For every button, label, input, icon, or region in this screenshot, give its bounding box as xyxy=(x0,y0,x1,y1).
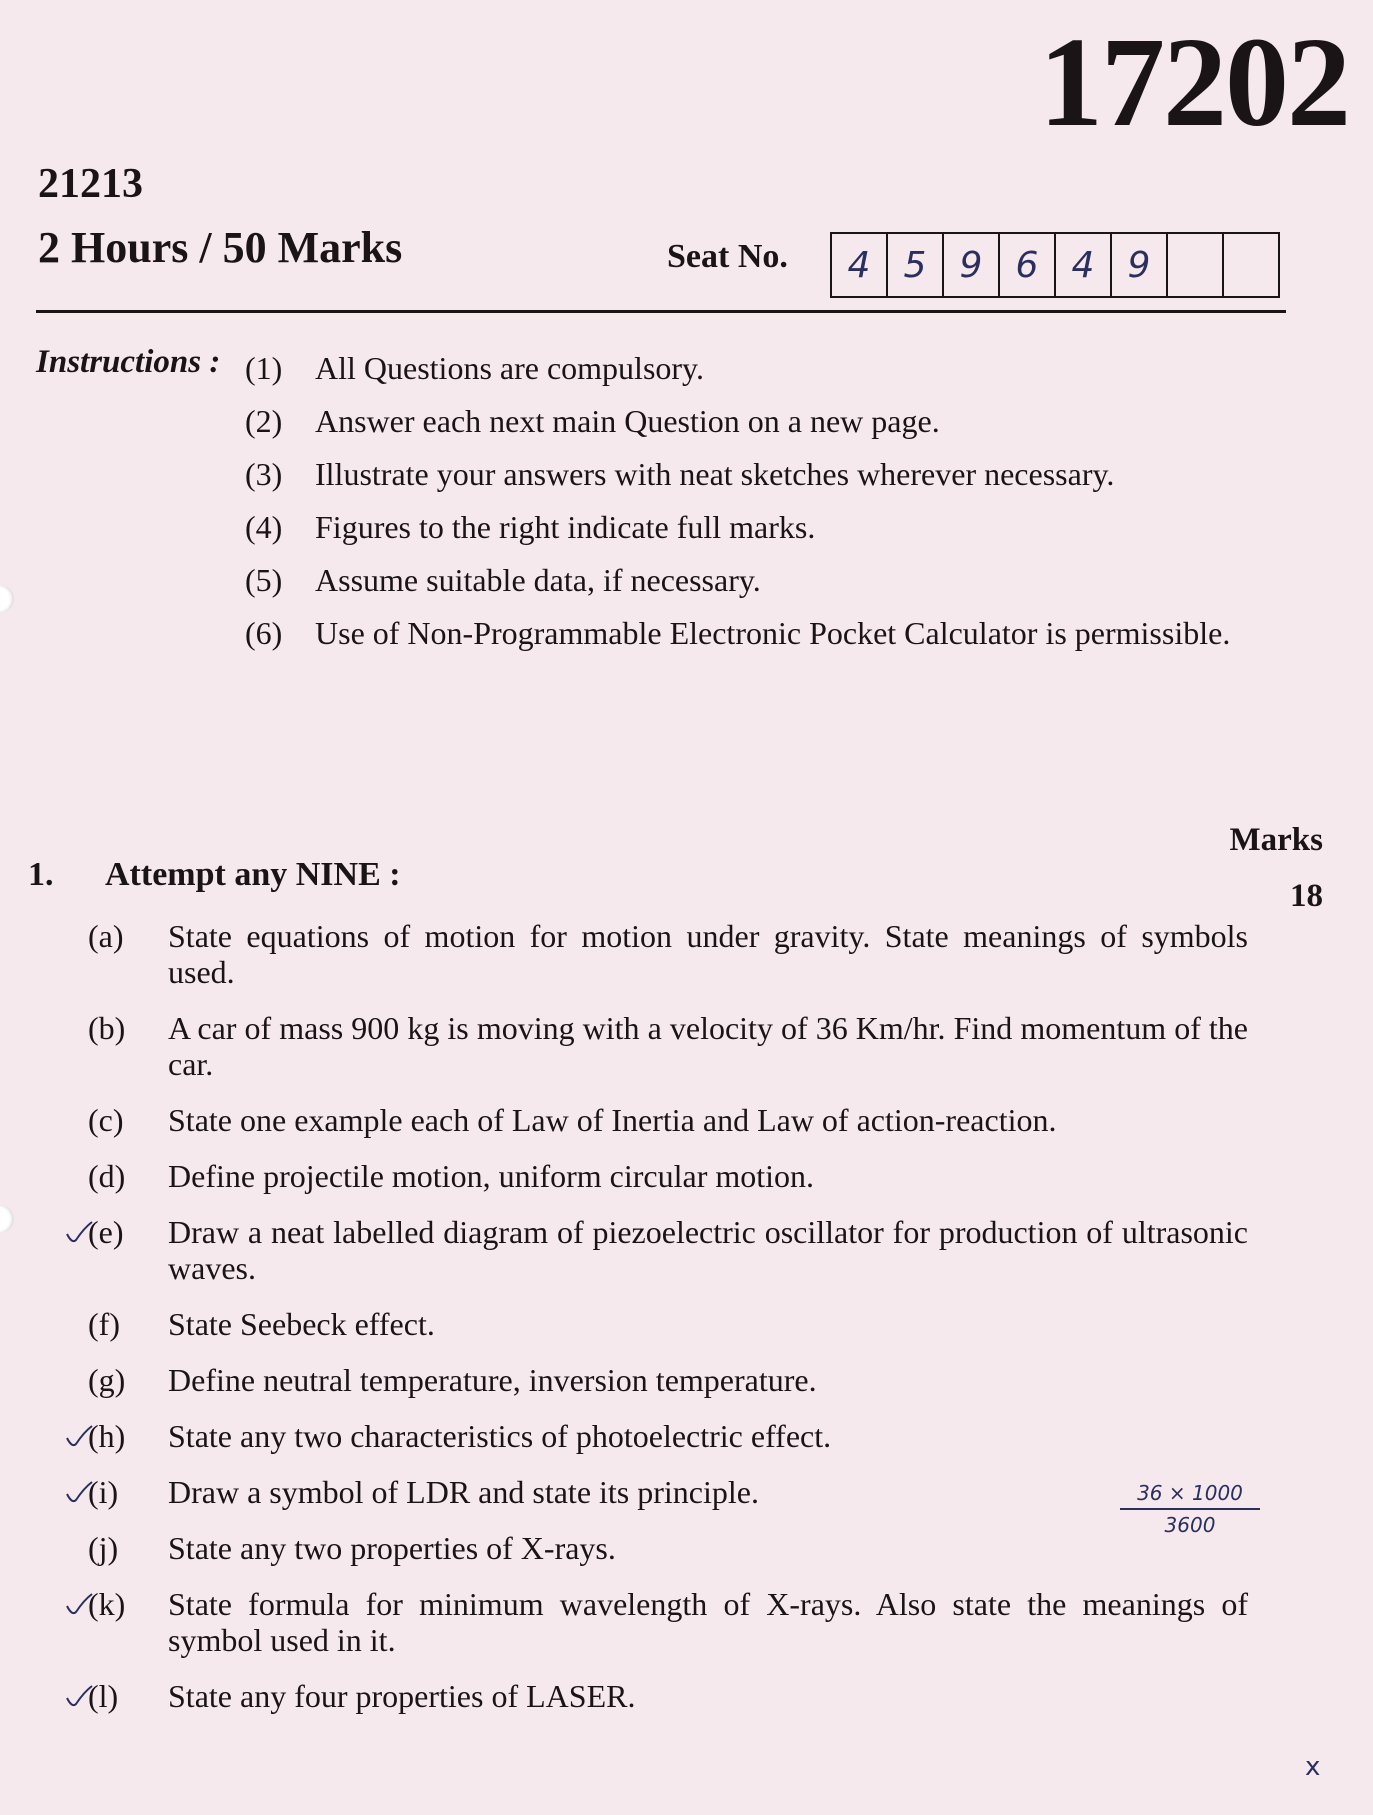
seat-number-boxes xyxy=(830,232,1280,298)
header-divider xyxy=(36,310,1286,313)
sub-question-text: State one example each of Law of Inertia and Law of action-reaction. xyxy=(168,1102,1057,1138)
seat-label: Seat No. xyxy=(667,238,788,275)
sub-question-text: State equations of motion for motion under gravity. State meanings of symbols used. xyxy=(168,918,1248,990)
seat-digit: 4 xyxy=(832,234,888,296)
marks-heading: Marks xyxy=(1229,822,1323,858)
paper-code: 17202 xyxy=(1039,11,1349,153)
sub-question-letter: (g) xyxy=(88,1362,126,1398)
sub-question xyxy=(88,918,1248,990)
check-mark-icon xyxy=(64,1590,94,1620)
sub-question-text: Draw a neat labelled diagram of piezoelectric oscillator for production of ultrasonic waves. xyxy=(168,1214,1248,1286)
sub-question xyxy=(88,1474,1248,1510)
instruction-text: All Questions are compulsory. xyxy=(315,350,704,386)
handwritten-denominator: 3600 xyxy=(1164,1513,1216,1537)
sub-question xyxy=(88,1214,1248,1286)
seat-digit: 6 xyxy=(1000,234,1056,296)
seat-digit: 9 xyxy=(1112,234,1168,296)
sub-question-letter: (b) xyxy=(88,1010,126,1046)
seat-digit: 5 xyxy=(888,234,944,296)
question-marks: 18 xyxy=(1290,878,1323,914)
duration-marks: 2 Hours / 50 Marks xyxy=(38,223,403,272)
sub-question-text: State Seebeck effect. xyxy=(168,1306,435,1342)
sub-question xyxy=(88,1010,1248,1082)
instruction-text: Assume suitable data, if necessary. xyxy=(315,562,761,598)
sub-question xyxy=(88,1102,1248,1138)
sub-question-text: Draw a symbol of LDR and state its principle. xyxy=(168,1474,759,1510)
instruction-item xyxy=(245,350,1320,387)
sub-question-text: State any two characteristics of photoelectric effect. xyxy=(168,1418,832,1454)
seat-digit: 4 xyxy=(1056,234,1112,296)
seat-digit xyxy=(1224,234,1278,296)
instruction-item xyxy=(245,456,1320,493)
instruction-text: Use of Non-Programmable Electronic Pocket Calculator is permissible. xyxy=(315,615,1231,651)
seat-digit: 9 xyxy=(944,234,1000,296)
sub-question-letter: (a) xyxy=(88,918,124,954)
question-title: Attempt any NINE : xyxy=(105,856,401,893)
instruction-item xyxy=(245,403,1320,440)
sub-question xyxy=(88,1530,1248,1566)
sub-question-text: A car of mass 900 kg is moving with a velocity of 36 Km/hr. Find momentum of the car. xyxy=(168,1010,1248,1082)
instruction-text: Answer each next main Question on a new page. xyxy=(315,403,940,439)
sub-question-letter: (i) xyxy=(88,1474,119,1510)
instruction-number: (2) xyxy=(245,403,283,439)
sub-question-text: State any four properties of LASER. xyxy=(168,1678,636,1714)
sub-question xyxy=(88,1362,1248,1398)
instruction-item xyxy=(245,509,1320,546)
sub-question-letter: (j) xyxy=(88,1530,119,1566)
sub-question-letter: (e) xyxy=(88,1214,124,1250)
check-mark-icon xyxy=(64,1422,94,1452)
instruction-number: (3) xyxy=(245,456,283,492)
handwritten-calculation xyxy=(1120,1480,1260,1538)
sub-question-letter: (l) xyxy=(88,1678,119,1714)
instruction-number: (4) xyxy=(245,509,283,545)
instructions-label: Instructions : xyxy=(36,344,221,380)
fraction-bar xyxy=(1120,1508,1260,1510)
sub-question-letter: (c) xyxy=(88,1102,124,1138)
punch-hole-bottom xyxy=(0,1205,14,1233)
sub-question xyxy=(88,1306,1248,1342)
check-mark-icon xyxy=(64,1478,94,1508)
punch-hole-top xyxy=(0,585,14,613)
seat-digit xyxy=(1168,234,1224,296)
subject-code: 21213 xyxy=(38,161,143,207)
instructions-list xyxy=(245,350,1320,668)
handwritten-numerator: 36 × 1000 xyxy=(1137,1481,1243,1505)
question-number: 1. xyxy=(28,856,54,893)
sub-question-text: Define projectile motion, uniform circular motion. xyxy=(168,1158,815,1194)
instruction-text: Illustrate your answers with neat sketches wherever necessary. xyxy=(315,456,1115,492)
instruction-number: (5) xyxy=(245,562,283,598)
sub-question-letter: (f) xyxy=(88,1306,120,1342)
sub-question-text: Define neutral temperature, inversion temperature. xyxy=(168,1362,817,1398)
sub-question xyxy=(88,1678,1248,1714)
sub-question xyxy=(88,1586,1248,1658)
sub-question-text: State any two properties of X-rays. xyxy=(168,1530,616,1566)
sub-question xyxy=(88,1418,1248,1454)
sub-question-list xyxy=(88,918,1248,1734)
sub-question-letter: (d) xyxy=(88,1158,126,1194)
instruction-item xyxy=(245,615,1320,652)
sub-question-text: State formula for minimum wavelength of X-rays. Also state the meanings of symbol used in it. xyxy=(168,1586,1248,1658)
handwritten-corner-mark: x xyxy=(1305,1752,1321,1782)
instruction-text: Figures to the right indicate full marks. xyxy=(315,509,816,545)
instruction-number: (1) xyxy=(245,350,283,386)
sub-question xyxy=(88,1158,1248,1194)
instruction-item xyxy=(245,562,1320,599)
check-mark-icon xyxy=(64,1682,94,1712)
sub-question-letter: (h) xyxy=(88,1418,126,1454)
instruction-number: (6) xyxy=(245,615,283,651)
check-mark-icon xyxy=(64,1218,94,1248)
sub-question-letter: (k) xyxy=(88,1586,126,1622)
